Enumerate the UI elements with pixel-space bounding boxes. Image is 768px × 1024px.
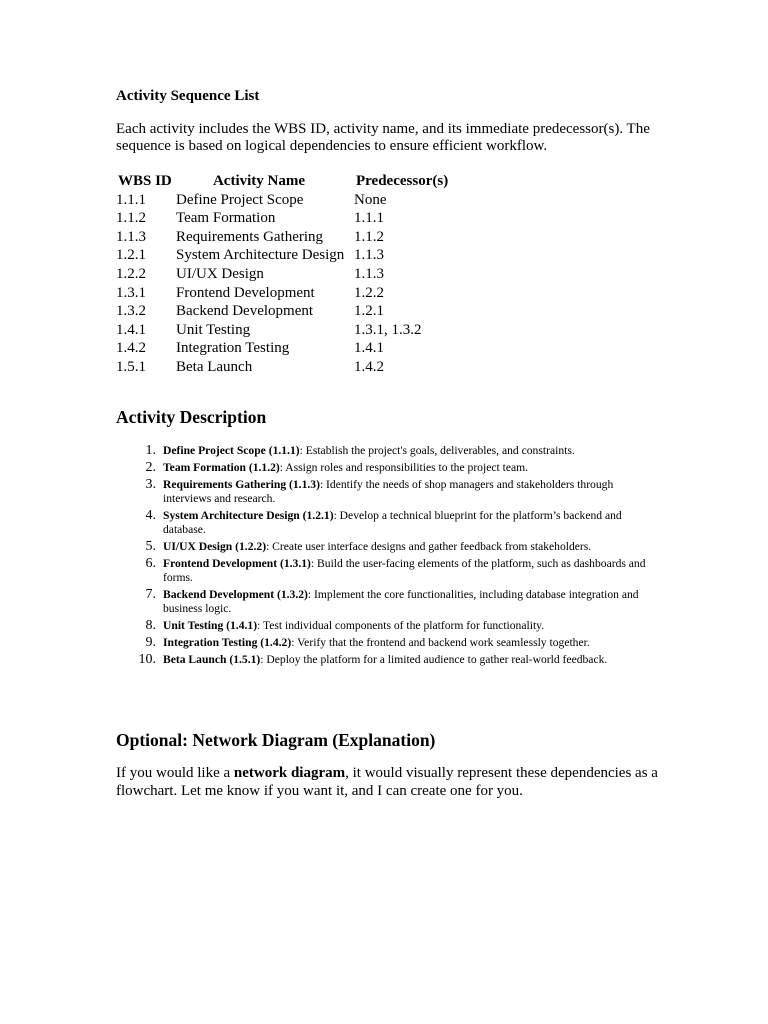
item-text: : Establish the project's goals, deliverables, and constraints. (299, 444, 575, 457)
item-title: Backend Development (1.3.2) (163, 588, 308, 601)
list-item (136, 444, 646, 458)
item-text: : Assign roles and responsibilities to the project team. (279, 460, 529, 474)
item-title: Frontend Development (1.3.1) (163, 556, 311, 570)
network-text-before: If you would like a (116, 765, 234, 781)
table-row (116, 358, 474, 377)
item-text: : Develop a technical blueprint for the platform’s backend and database. (163, 508, 622, 537)
sequence-intro: Each activity includes the WBS ID, activity name, and its immediate predecessor(s). The sequence is based on logical dependencies to ensure efficient workflow. (116, 121, 650, 154)
cell-wbs-id: 1.1.3 (116, 228, 146, 245)
list-number: 7. (145, 587, 156, 602)
item-title: Define Project Scope (1.1.1) (163, 444, 300, 457)
item-text: : Build the user-facing elements of the platform, such as dashboards and forms. (163, 556, 646, 585)
list-item (136, 509, 646, 538)
cell-wbs-id: 1.2.1 (116, 247, 146, 264)
column-header-predecessors: Predecessor(s) (356, 173, 449, 189)
list-number: 1. (145, 443, 156, 458)
cell-wbs-id: 1.4.2 (116, 340, 146, 357)
item-title: Beta Launch (1.5.1) (163, 652, 261, 666)
list-number: 4. (145, 507, 156, 523)
item-text: : Identify the needs of shop managers and stakeholders through interviews and research. (163, 477, 614, 505)
cell-activity-name: Team Formation (176, 210, 276, 227)
column-header-activity-name: Activity Name (212, 173, 306, 189)
column-header-wbs-id: WBS ID (118, 173, 172, 189)
cell-predecessors: 1.4.2 (354, 358, 384, 375)
cell-activity-name: Beta Launch (176, 358, 253, 375)
item-title: Team Formation (1.1.2) (163, 460, 280, 474)
activity-description-list (136, 444, 646, 670)
item-text: : Create user interface designs and gather feedback from stakeholders. (266, 540, 592, 553)
cell-predecessors: 1.2.2 (354, 284, 384, 301)
cell-activity-name: Define Project Scope (176, 191, 304, 208)
list-item (136, 588, 646, 617)
list-number: 5. (145, 539, 156, 554)
cell-predecessors: 1.1.3 (354, 265, 384, 282)
cell-wbs-id: 1.3.1 (116, 284, 146, 301)
cell-predecessors: 1.4.1 (354, 340, 384, 357)
list-number: 6. (145, 555, 156, 571)
cell-predecessors: 1.3.1, 1.3.2 (354, 321, 422, 338)
sequence-heading: Activity Sequence List (116, 88, 260, 104)
list-number: 2. (145, 459, 156, 475)
cell-activity-name: Requirements Gathering (176, 228, 324, 245)
table-row (116, 321, 474, 340)
cell-activity-name: UI/UX Design (176, 265, 264, 282)
description-heading: Activity Description (116, 407, 267, 427)
item-title: Integration Testing (1.4.2) (163, 636, 292, 649)
list-item (136, 540, 646, 554)
item-title: UI/UX Design (1.2.2) (163, 540, 267, 553)
list-item (136, 653, 646, 667)
item-title: Unit Testing (1.4.1) (163, 619, 258, 633)
list-item (136, 478, 646, 507)
table-row (116, 339, 474, 358)
cell-predecessors: None (354, 191, 387, 208)
table-row (116, 265, 474, 284)
table-row (116, 228, 474, 247)
list-item (136, 619, 646, 633)
table-row (116, 302, 474, 321)
cell-activity-name: Unit Testing (176, 321, 251, 338)
cell-predecessors: 1.1.3 (354, 247, 384, 264)
cell-wbs-id: 1.4.1 (116, 321, 146, 338)
item-title: System Architecture Design (1.2.1) (163, 508, 334, 522)
item-text: : Deploy the platform for a limited audience to gather real-world feedback. (260, 652, 608, 666)
list-item (136, 636, 646, 650)
item-text: : Verify that the frontend and backend work seamlessly together. (291, 636, 590, 649)
cell-wbs-id: 1.1.1 (116, 191, 146, 208)
cell-activity-name: System Architecture Design (176, 247, 345, 264)
network-text-after: , it would visually represent these dependencies as a flowchart. Let me know if you want it, and I can create one for you. (116, 765, 658, 799)
list-number: 9. (145, 635, 156, 650)
cell-predecessors: 1.2.1 (354, 303, 384, 320)
cell-activity-name: Backend Development (176, 303, 314, 320)
list-item (136, 557, 646, 586)
list-number: 10. (138, 651, 156, 667)
cell-wbs-id: 1.1.2 (116, 210, 146, 227)
item-text: : Test individual components of the platform for functionality. (257, 619, 545, 633)
network-diagram-text (116, 765, 661, 800)
table-row (116, 246, 474, 265)
list-item (136, 461, 646, 475)
cell-wbs-id: 1.3.2 (116, 303, 146, 320)
item-title: Requirements Gathering (1.1.3) (163, 477, 320, 491)
table-row (116, 209, 474, 228)
cell-wbs-id: 1.5.1 (116, 358, 146, 375)
network-text-bold: network diagram (233, 765, 346, 781)
cell-activity-name: Integration Testing (176, 340, 290, 357)
cell-predecessors: 1.1.1 (354, 210, 384, 227)
network-diagram-heading: Optional: Network Diagram (Explanation) (116, 730, 436, 750)
table-row (116, 191, 474, 210)
item-text: : Implement the core functionalities, including database integration and business logic. (163, 588, 639, 616)
list-number: 3. (145, 476, 156, 492)
cell-predecessors: 1.1.2 (354, 228, 384, 245)
table-header-row (116, 172, 474, 191)
activity-sequence-table (116, 172, 474, 377)
list-number: 8. (145, 618, 156, 634)
cell-wbs-id: 1.2.2 (116, 265, 146, 282)
cell-activity-name: Frontend Development (176, 284, 315, 301)
table-row (116, 284, 474, 303)
